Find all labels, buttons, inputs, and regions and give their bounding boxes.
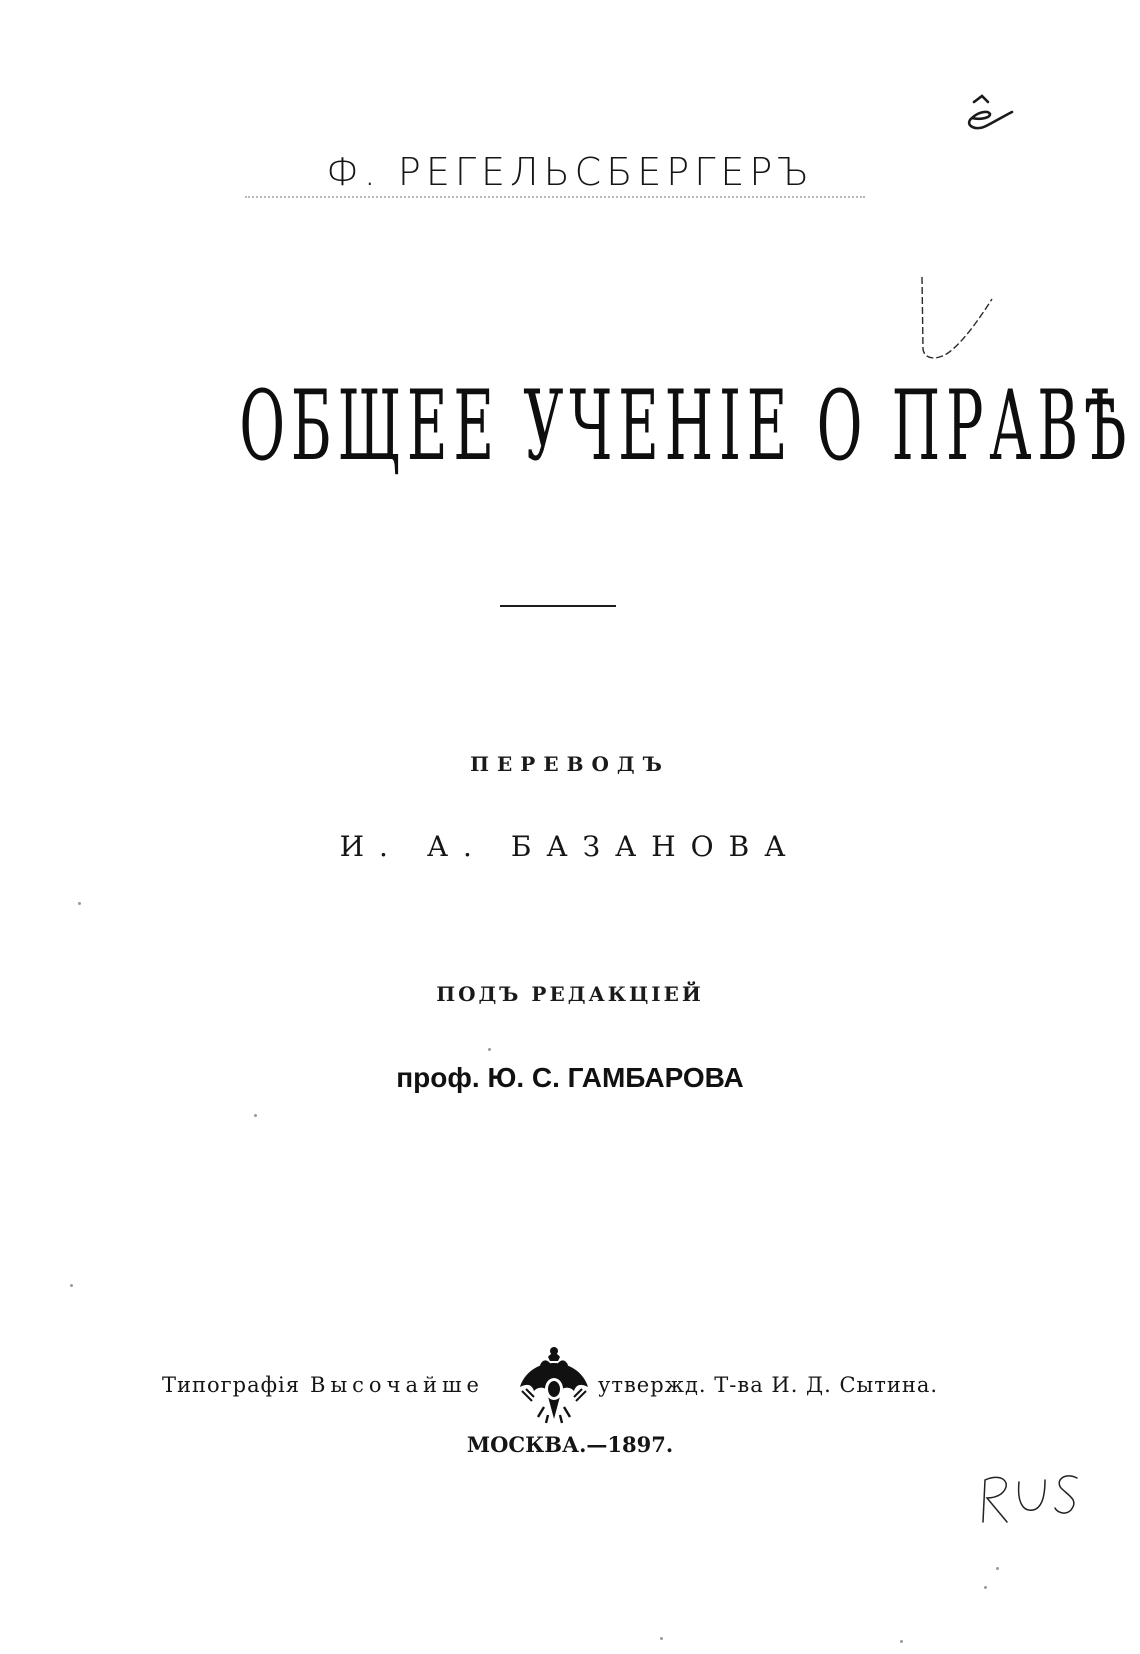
printer-line-left	[162, 1373, 484, 1397]
paper-speck	[996, 1567, 999, 1570]
paper-speck	[254, 1114, 257, 1117]
translator-name: И. А. БАЗАНОВА	[339, 830, 801, 863]
author-underline-dots	[245, 196, 865, 204]
printer-word-typography: Типографія	[162, 1373, 301, 1397]
handwritten-e-mark	[960, 88, 1018, 134]
printer-word-highest: Высочайше	[310, 1373, 484, 1397]
book-title: ОБЩЕЕ УЧЕНІЕ О ПРАВѢ	[239, 370, 1133, 482]
paper-speck	[984, 1586, 987, 1589]
imprint-city-year: МОСКВА.—1897.	[466, 1432, 674, 1457]
pencil-check-mark	[918, 275, 998, 367]
paper-speck	[70, 1284, 73, 1287]
divider-rule	[500, 605, 616, 607]
paper-speck	[488, 1048, 491, 1051]
paper-speck	[660, 1637, 663, 1640]
paper-speck	[78, 902, 81, 905]
author-name: Ф. РЕГЕЛЬСБЕРГЕРЪ	[326, 150, 814, 194]
handwritten-rus-mark	[975, 1468, 1085, 1528]
printer-line-right: утвержд. Т-ва И. Д. Сытина.	[598, 1373, 939, 1397]
editor-label: ПОДЪ РЕДАКЦІЕЙ	[436, 982, 704, 1006]
translation-label: ПЕРЕВОДЪ	[470, 752, 670, 776]
editor-name: проф. Ю. С. ГАМБАРОВА	[396, 1062, 744, 1093]
paper-speck	[900, 1640, 903, 1643]
imperial-eagle-emblem	[518, 1345, 590, 1425]
